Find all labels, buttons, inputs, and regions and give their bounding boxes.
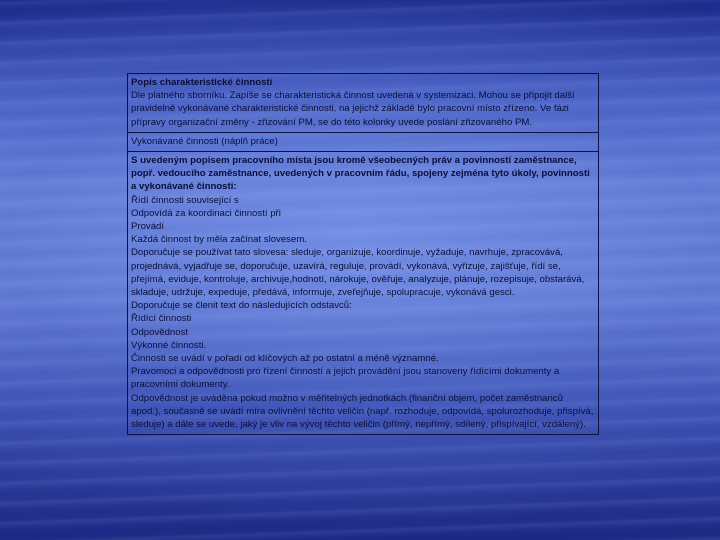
activities-intro: S uvedeným popisem pracovního místa jsou kromě všeobecných práv a povinností zaměstnance, popř. vedoucího zaměstnance, uvedených v pracovním řádu, spojeny zejména tyto úkoly, povinnosti a vykonávané činnosti:: [131, 155, 590, 193]
activities-heading: Vykonávané činnosti (náplň práce): [131, 135, 278, 147]
activity-line: Provádí: [131, 221, 165, 233]
activity-line: Každá činnost by měla začínat slovesem.: [131, 234, 307, 246]
activity-line: Odpovědnost je uváděna pokud možno v měřitelných jednotkách (finanční objem, počet zaměstnanců apod.), současně se uvádí míra ovlivnění těchto veličin (např. rozhoduje, odpovídá, spolurozhoduje, přispívá, sleduje) a dále se uvede, jaký je vliv na vývoj těchto veličin (přímý, nepřímý, sdílený, přispívající, vzdálený).: [131, 392, 594, 431]
activity-line: Doporučuje se používat tato slovesa: sleduje, organizuje, koordinuje, vyžaduje, navrhuje, zpracovává, projednává, vyjadřuje se, doporučuje, uzavírá, reguluje, provádí, vykonává, vyřizuje, zajišťuje, řídí se, přejímá, eviduje, kontroluje, archivuje,hodnotí, nárokuje, ověřuje, analyzuje, plánuje, rozepisuje, obstarává, skladuje, udržuje, expeduje, předává, informuje, zveřejňuje, spolupracuje, vykonává gesci.: [131, 247, 585, 299]
characteristic-activity-title: Popis charakteristické činnosti: [131, 77, 273, 88]
activities-body-cell: [128, 152, 598, 434]
activity-line: Odpovědnost: [131, 326, 189, 338]
activity-line: Řídí činnosti související s: [131, 194, 239, 206]
activity-line: Pravomoci a odpovědnosti pro řízení činností a jejich provádění jsou stanoveny řídícími dokumenty a pracovními dokumenty.: [131, 366, 560, 391]
characteristic-activity-text: Dle platného sborníku. Zapíše se charakteristická činnost uvedená v systemizaci. Mohou se připojit další pravidelně vykonávané charakteristické činnosti, na jejichž základě bylo pracovní místo zřízeno. Ve fázi přípravy organizační změny - zřizování PM, se do této kolonky uvede poslání zřizovaného PM.: [131, 90, 575, 128]
activity-line: Činnosti se uvádí v pořadí od klíčových až po ostatní a méně významné.: [131, 353, 439, 365]
activity-line: Doporučuje se členit text do následujících odstavců:: [131, 300, 352, 312]
activity-line: Výkonné činnosti.: [131, 339, 207, 351]
characteristic-activity-cell: [128, 74, 598, 133]
activities-heading-cell: [128, 133, 598, 152]
description-table: [127, 73, 599, 435]
activity-line: Odpovídá za koordinaci činností při: [131, 207, 281, 219]
activity-line: Řídící činnosti: [131, 313, 192, 325]
